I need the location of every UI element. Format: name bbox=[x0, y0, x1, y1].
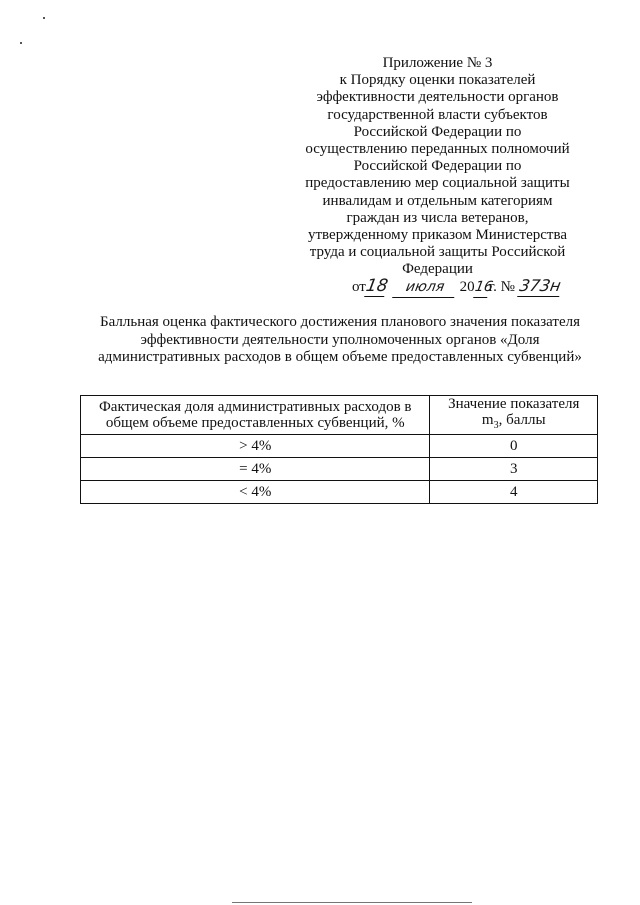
handwritten-order-number: 373н bbox=[517, 276, 562, 295]
handwritten-year: 16 bbox=[473, 277, 491, 298]
score-cell: 4 bbox=[430, 481, 598, 504]
order-year-prefix: 20 bbox=[459, 279, 475, 295]
score-table bbox=[80, 395, 598, 504]
appendix-line: Российской Федерации по bbox=[353, 123, 522, 140]
appendix-line: Федерации bbox=[402, 261, 473, 278]
appendix-line: осуществлению переданных полномочий bbox=[305, 141, 570, 158]
heading-line: административных расходов в общем объеме предоставленных субвенций» bbox=[98, 349, 582, 365]
condition-cell: = 4% bbox=[81, 458, 430, 481]
handwritten-day: 18 bbox=[364, 276, 390, 296]
heading-line: Балльная оценка фактического достижения планового значения показателя bbox=[100, 314, 580, 330]
appendix-line: граждан из числа ветеранов, bbox=[346, 209, 529, 226]
appendix-line: Российской Федерации по bbox=[353, 158, 522, 175]
order-date-number bbox=[352, 276, 592, 298]
handwritten-month: июля bbox=[392, 277, 458, 298]
appendix-line: к Порядку оценки показателей bbox=[339, 72, 536, 89]
table-header-row bbox=[81, 396, 598, 435]
heading-line: эффективности деятельности уполномоченных органов «Доля bbox=[140, 331, 540, 348]
indicator-subscript: 3 bbox=[493, 420, 499, 431]
table-row bbox=[81, 458, 598, 481]
scan-speck bbox=[20, 42, 22, 44]
appendix-line: Приложение № 3 bbox=[382, 55, 493, 71]
header-line: Значение показателя bbox=[448, 396, 580, 412]
indicator-symbol: m bbox=[481, 412, 494, 428]
appendix-header bbox=[300, 55, 575, 279]
order-prefix: от bbox=[352, 279, 366, 295]
score-cell: 3 bbox=[430, 458, 598, 481]
header-line: общем объеме предоставленных субвенций, % bbox=[105, 415, 405, 431]
document-heading bbox=[80, 314, 600, 367]
indicator-suffix: , баллы bbox=[498, 412, 546, 428]
scan-speck bbox=[43, 17, 45, 19]
header-line: Фактическая доля административных расходов в bbox=[98, 399, 412, 415]
column-header-share bbox=[81, 396, 430, 435]
column-header-score bbox=[430, 396, 598, 435]
header-line bbox=[430, 412, 597, 434]
order-year-unit: г. № bbox=[488, 279, 515, 295]
condition-cell: > 4% bbox=[81, 435, 430, 458]
appendix-line: государственной власти субъектов bbox=[327, 106, 548, 123]
appendix-line: предоставлению мер социальной защиты bbox=[305, 175, 570, 192]
appendix-line: инвалидам и отдельным категориям bbox=[322, 192, 553, 209]
condition-cell: < 4% bbox=[81, 481, 430, 504]
table-row bbox=[81, 435, 598, 458]
table-row bbox=[81, 481, 598, 504]
scan-edge-line bbox=[232, 902, 472, 903]
appendix-line: утвержденному приказом Министерства bbox=[308, 227, 567, 244]
appendix-line: труда и социальной защиты Российской bbox=[309, 244, 566, 261]
appendix-line: эффективности деятельности органов bbox=[316, 89, 559, 106]
score-cell: 0 bbox=[430, 435, 598, 458]
